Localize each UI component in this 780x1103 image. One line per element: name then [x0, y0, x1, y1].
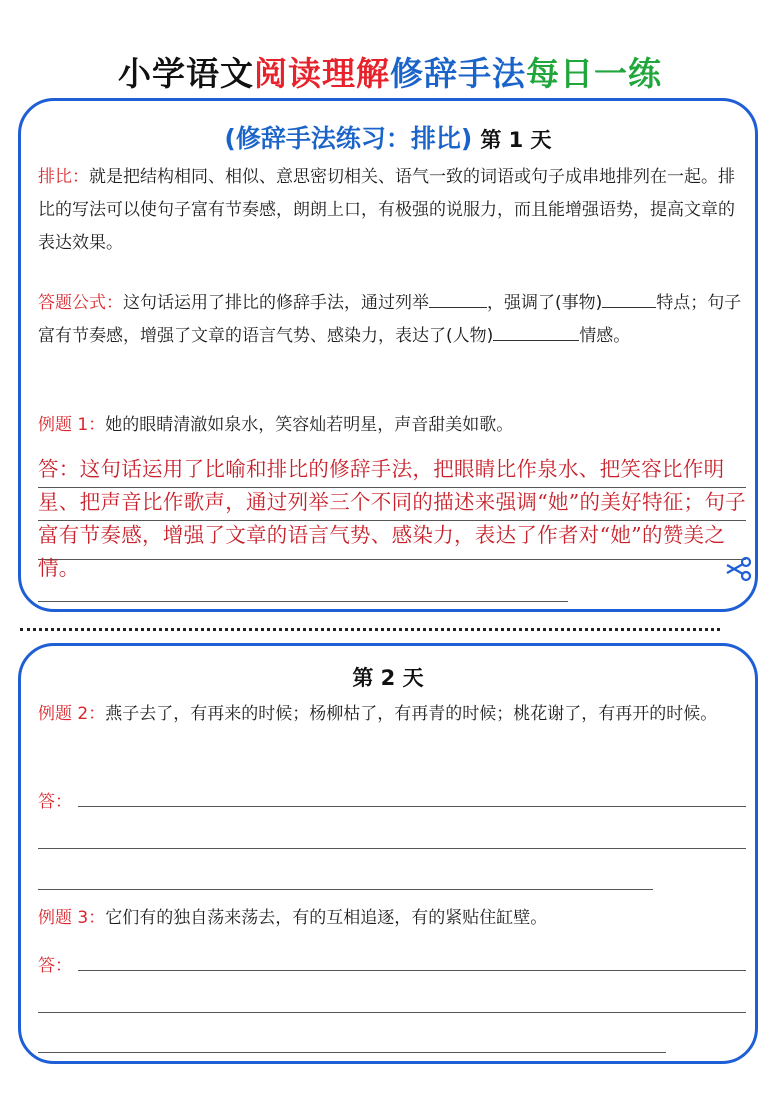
formula-text-3: 特点；句子富有节奏感，增强了文章的语言气势、感染力，表达了(人物) [38, 293, 742, 346]
answer3-label: 答： [38, 956, 72, 976]
answer3-line-1[interactable] [78, 970, 746, 971]
formula-text-2: ，强调了(事物) [487, 293, 603, 313]
title-part-4: 每日一练 [526, 54, 662, 93]
answer2-label: 答： [38, 792, 72, 812]
formula-text-4: 情感。 [579, 326, 631, 346]
example3-label: 例题 3： [38, 908, 106, 928]
answer1-label: 答： [38, 457, 80, 481]
day2-card [18, 643, 758, 1064]
day2-heading: 第 2 天 [352, 666, 424, 690]
day1-card [18, 98, 758, 612]
definition-text: 就是把结构相同、相似、意思密切相关、语气一致的词语或句子成串地排列在一起。排比的写法可以使句子富有节奏感，朗朗上口，有极强的说服力，而且能增强语势，提高文章的表达效果。 [38, 167, 735, 253]
example1-text: 她的眼睛清澈如泉水，笑容灿若明星，声音甜美如歌。 [105, 415, 514, 435]
answer3-line-2[interactable] [38, 1012, 746, 1013]
answer1-line-4 [38, 601, 568, 602]
definition-label: 排比： [38, 167, 89, 187]
example2-label: 例题 2： [38, 704, 106, 724]
answer3-line-3[interactable] [38, 1052, 666, 1053]
cut-line-divider [20, 628, 720, 631]
day1-heading-open: ( [224, 124, 236, 153]
answer2-line-2[interactable] [38, 848, 746, 849]
day1-heading [21, 119, 755, 155]
answer1-handwriting [38, 453, 750, 585]
formula-blank-2 [602, 289, 656, 308]
title-part-3: 修辞手法 [390, 54, 526, 93]
example3-paragraph [38, 902, 746, 935]
day1-heading-close: ) [460, 124, 473, 153]
example3-text: 它们有的独自荡来荡去，有的互相追逐，有的紧贴住缸壁。 [105, 908, 548, 928]
day1-heading-day: 第 1 天 [480, 128, 552, 152]
title-part-1: 小学语文 [118, 54, 254, 93]
formula-blank-3 [493, 322, 579, 341]
example1-label: 例题 1： [38, 415, 106, 435]
example2-text: 燕子去了，有再来的时候；杨柳枯了，有再青的时候；桃花谢了，有再开的时候。 [105, 704, 718, 724]
scissors-icon [724, 554, 754, 584]
formula-paragraph [38, 287, 746, 353]
answer2-line-3[interactable] [38, 889, 653, 890]
formula-label: 答题公式： [38, 293, 123, 313]
example1-paragraph [38, 409, 746, 442]
formula-text-1: 这句话运用了排比的修辞手法，通过列举 [123, 293, 429, 313]
page-title [0, 48, 780, 95]
definition-paragraph [38, 161, 746, 260]
title-part-2: 阅读理解 [254, 54, 390, 93]
answer2-line-1[interactable] [78, 806, 746, 807]
formula-blank-1 [429, 289, 487, 308]
example2-paragraph [38, 698, 746, 731]
answer1-text: 这句话运用了比喻和排比的修辞手法，把眼睛比作泉水、把笑容比作明星、把声音比作歌声，通过列举三个不同的描述来强调“她”的美好特征；句子富有节奏感，增强了文章的语言气势、感染力，表达了作者对“她”的赞美之情。 [38, 457, 746, 580]
day1-heading-main: 修辞手法练习：排比 [235, 124, 461, 153]
